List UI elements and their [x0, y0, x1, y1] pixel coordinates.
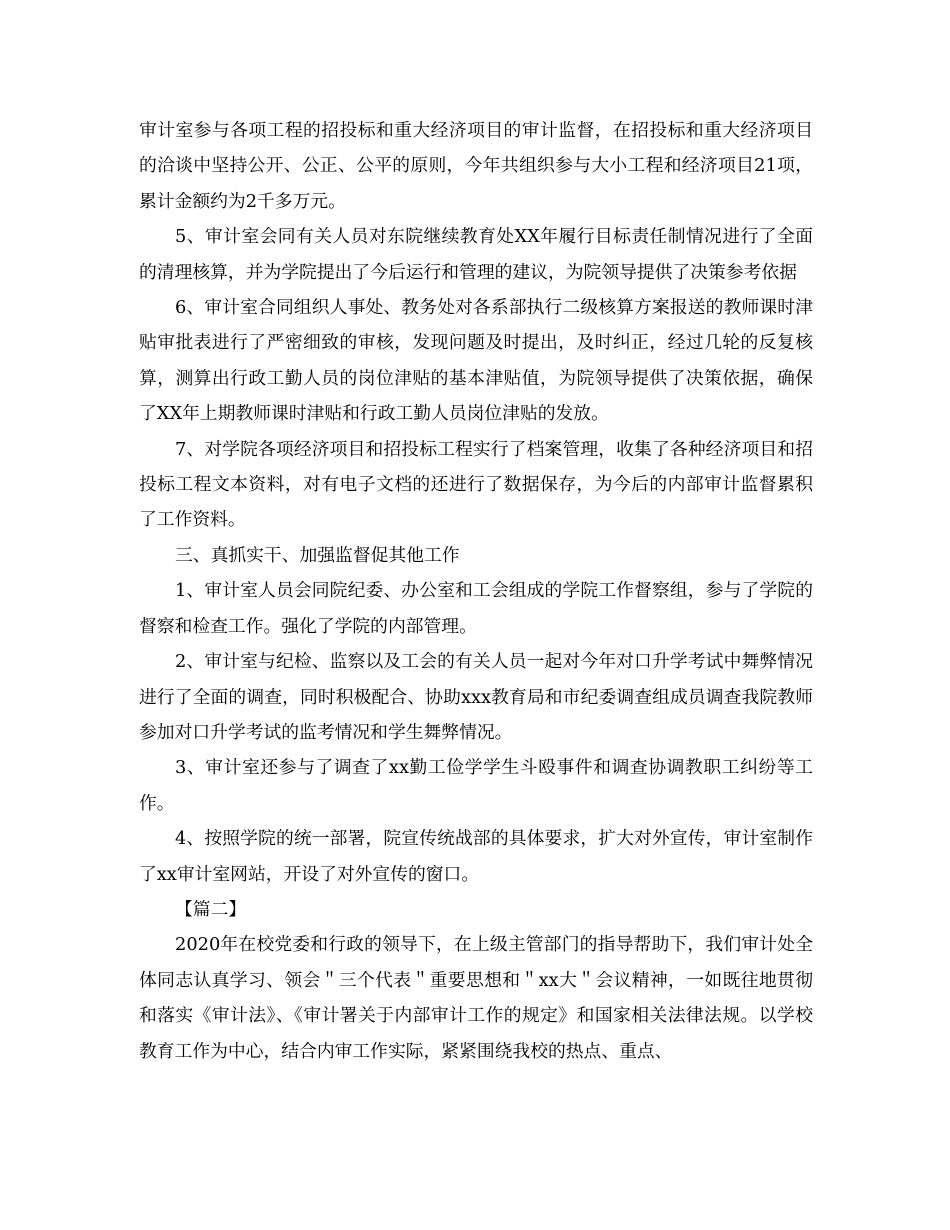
chapter-heading-part-two: 【篇二】 — [175, 898, 247, 920]
paragraph-7: 2、审计室与纪检、监察以及工会的有关人员一起对今年对口升学考试中舞弊情况进行了全面的调查，同时积极配合、协助xxx教育局和市纪委调查组成员调查我院教师参加对口升学考试的监考情况和学生舞弊情况。 — [139, 651, 813, 743]
paragraph-2: 5、审计室会同有关人员对东院继续教育处XX年履行目标责任制情况进行了全面的清理核算，并为学院提出了今后运行和管理的建议，为院领导提供了决策参考依据 — [139, 226, 813, 283]
document-body — [139, 113, 813, 1069]
paragraph-1: 审计室参与各项工程的招投标和重大经济项目的审计监督，在招投标和重大经济项目的洽谈中坚持公开、公正、公平的原则，今年共组织参与大小工程和经济项目21项，累计金额约为2千多万元。 — [139, 120, 813, 212]
paragraph-8: 3、审计室还参与了调查了xx勤工俭学学生斗殴事件和调查协调教职工纠纷等工作。 — [139, 757, 813, 814]
paragraph-11: 2020年在校党委和行政的领导下，在上级主管部门的指导帮助下，我们审计处全体同志认真学习、领会＂三个代表＂重要思想和＂xx大＂会议精神，一如既往地贯彻和落实《审计法》、《审计署关于内部审计工作的规定》和国家相关法律法规。以学校教育工作为中心，结合内审工作实际，紧紧围绕我校的热点、重点、 — [139, 934, 813, 1062]
paragraph-4: 7、对学院各项经济项目和招投标工程实行了档案管理，收集了各种经济项目和招投标工程文本资料，对有电子文档的还进行了数据保存，为今后的内部审计监督累积了工作资料。 — [139, 438, 813, 531]
section-heading-3: 三、真抓实干、加强监督促其他工作 — [175, 544, 460, 566]
paragraph-9: 4、按照学院的统一部署，院宣传统战部的具体要求，扩大对外宣传，审计室制作了xx审计室网站，开设了对外宣传的窗口。 — [139, 828, 813, 885]
paragraph-3: 6、审计室合同组织人事处、教务处对各系部执行二级核算方案报送的教师课时津贴审批表进行了严密细致的审核，发现问题及时提出，及时纠正，经过几轮的反复核算，测算出行政工勤人员的岗位津贴的基本津贴值，为院领导提供了决策依据，确保了XX年上期教师课时津贴和行政工勤人员岗位津贴的发放。 — [139, 297, 813, 425]
paragraph-6: 1、审计室人员会同院纪委、办公室和工会组成的学院工作督察组，参与了学院的督察和检查工作。强化了学院的内部管理。 — [139, 580, 813, 637]
